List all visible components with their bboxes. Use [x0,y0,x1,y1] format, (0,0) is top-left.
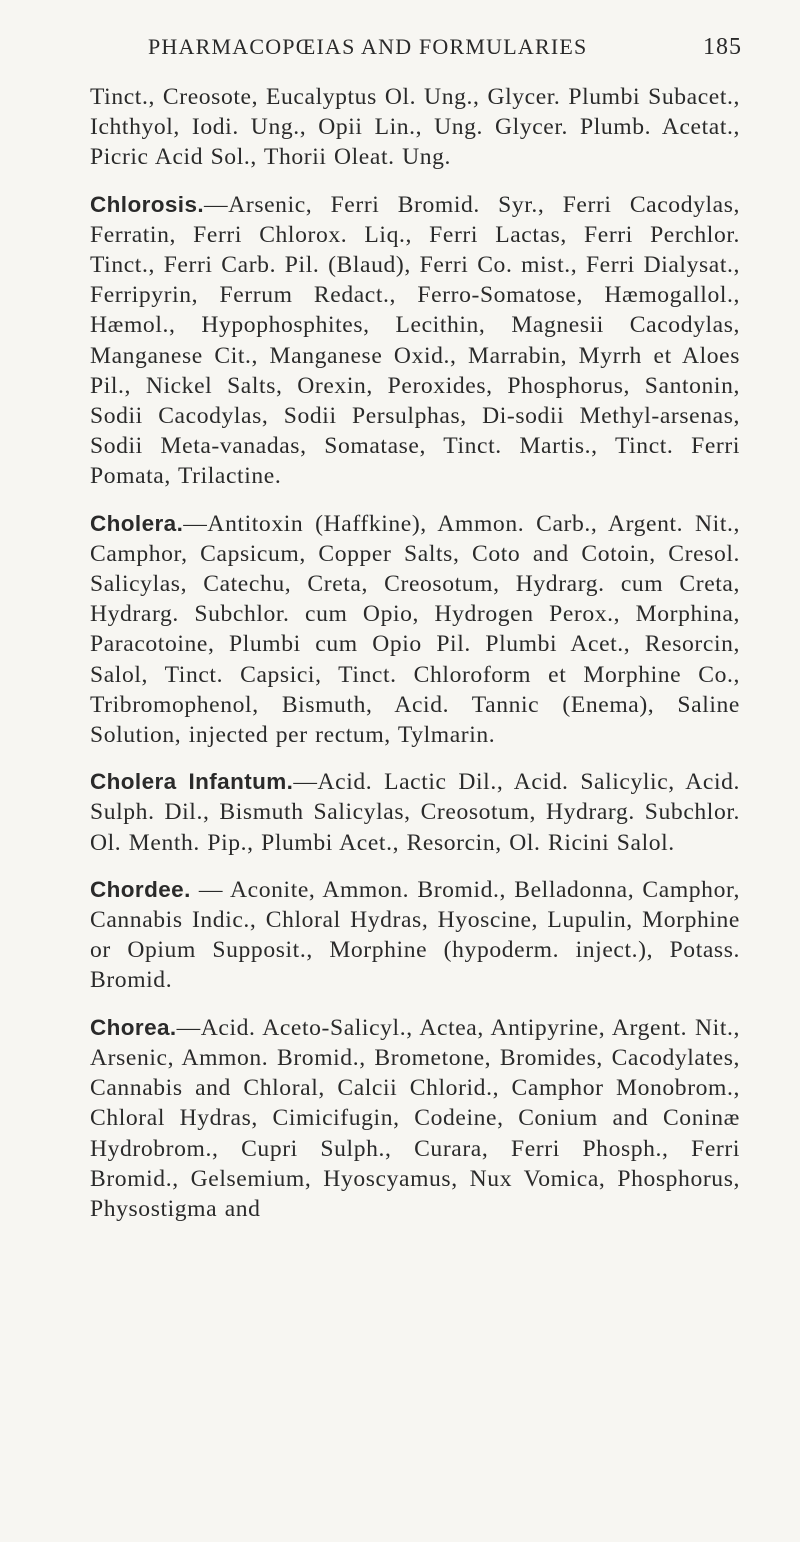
entry-text: —Acid. Aceto-Salicyl., Actea, Antipyrine, Argent. Nit., Arsenic, Ammon. Bromid., Brometone, Bromides, Cacodylates, Cannabis and Chloral, Calcii Chlorid., Camphor Monobrom., Chloral Hydras, Cimicifugin, Codeine, Conium and Coninæ Hydrobrom., Cupri Sulph., Curara, Ferri Phosph., Ferri Bromid., Gelsemium, Hyoscyamus, Nux Vomica, Phosphorus, Physostigma and [90,1014,740,1222]
entry-text: —Acid. Lactic Dil., Acid. Salicylic, Acid. Sulph. Dil., Bismuth Salicylas, Creosotum, Hydrarg. Subchlor. Ol. Menth. Pip., Plumbi Acet., Resorcin, Ol. Ricini Salol. [90,769,740,856]
entry-text: — Aconite, Ammon. Bromid., Belladonna, Camphor, Cannabis Indic., Chloral Hydras, Hyoscine, Lupulin, Morphine or Opium Supposit., Morphine (hypoderm. inject.), Potass. Bromid. [90,876,740,994]
entry-continued [90,82,740,173]
entry-heading: Cholera Infantum. [90,769,294,795]
entry-chlorosis [90,190,740,492]
running-header [0,34,800,64]
entry-text: —Arsenic, Ferri Bromid. Syr., Ferri Cacodylas, Ferratin, Ferri Chlorox. Liq., Ferri Lactas, Ferri Perchlor. Tinct., Ferri Carb. Pil. (Blaud), Ferri Co. mist., Ferri Dialysat., Ferripyrin, Ferrum Redact., Ferro-Somatose, Hæmogallol., Hæmol., Hypophosphites, Lecithin, Magnesii Cacodylas, Manganese Cit., Manganese Oxid., Marrabin, Myrrh et Aloes Pil., Nickel Salts, Orexin, Peroxides, Phosphorus, Santonin, Sodii Cacodylas, Sodii Persulphas, Di-sodii Methyl-arsenas, Sodii Meta-vanadas, Somatase, Tinct. Martis., Tinct. Ferri Pomata, Trilactine. [90,191,740,490]
entry-text: Tinct., Creosote, Eucalyptus Ol. Ung., Glycer. Plumbi Subacet., Ichthyol, Iodi. Ung., Opii Lin., Ung. Glycer. Plumb. Acetat., Picric Acid Sol., Thorii Oleat. Ung. [90,84,740,171]
running-title: PHARMACOPŒIAS AND FORMULARIES [148,34,588,59]
entry-chorea [90,1013,740,1224]
entry-heading: Cholera. [90,510,184,536]
entry-text: —Antitoxin (Haffkine), Ammon. Carb., Argent. Nit., Camphor, Capsicum, Copper Salts, Coto and Cotoin, Cresol. Salicylas, Catechu, Creta, Creosotum, Hydrarg. cum Creta, Hydrarg. Subchlor. cum Opio, Hydrogen Perox., Morphina, Paracotoine, Plumbi cum Opio Pil. Plumbi Acet., Resorcin, Salol, Tinct. Capsici, Tinct. Chloroform et Morphine Co., Tribromophenol, Bismuth, Acid. Tannic (Enema), Saline Solution, injected per rectum, Tylmarin. [90,510,740,749]
entry-heading: Chlorosis. [90,191,205,217]
body-text [90,82,740,1224]
page-number: 185 [703,34,742,60]
entry-heading: Chordee. [90,876,191,902]
entry-chordee [90,875,740,996]
entry-cholera-infantum [90,767,740,858]
entry-cholera [90,509,740,751]
entry-heading: Chorea. [90,1014,177,1040]
